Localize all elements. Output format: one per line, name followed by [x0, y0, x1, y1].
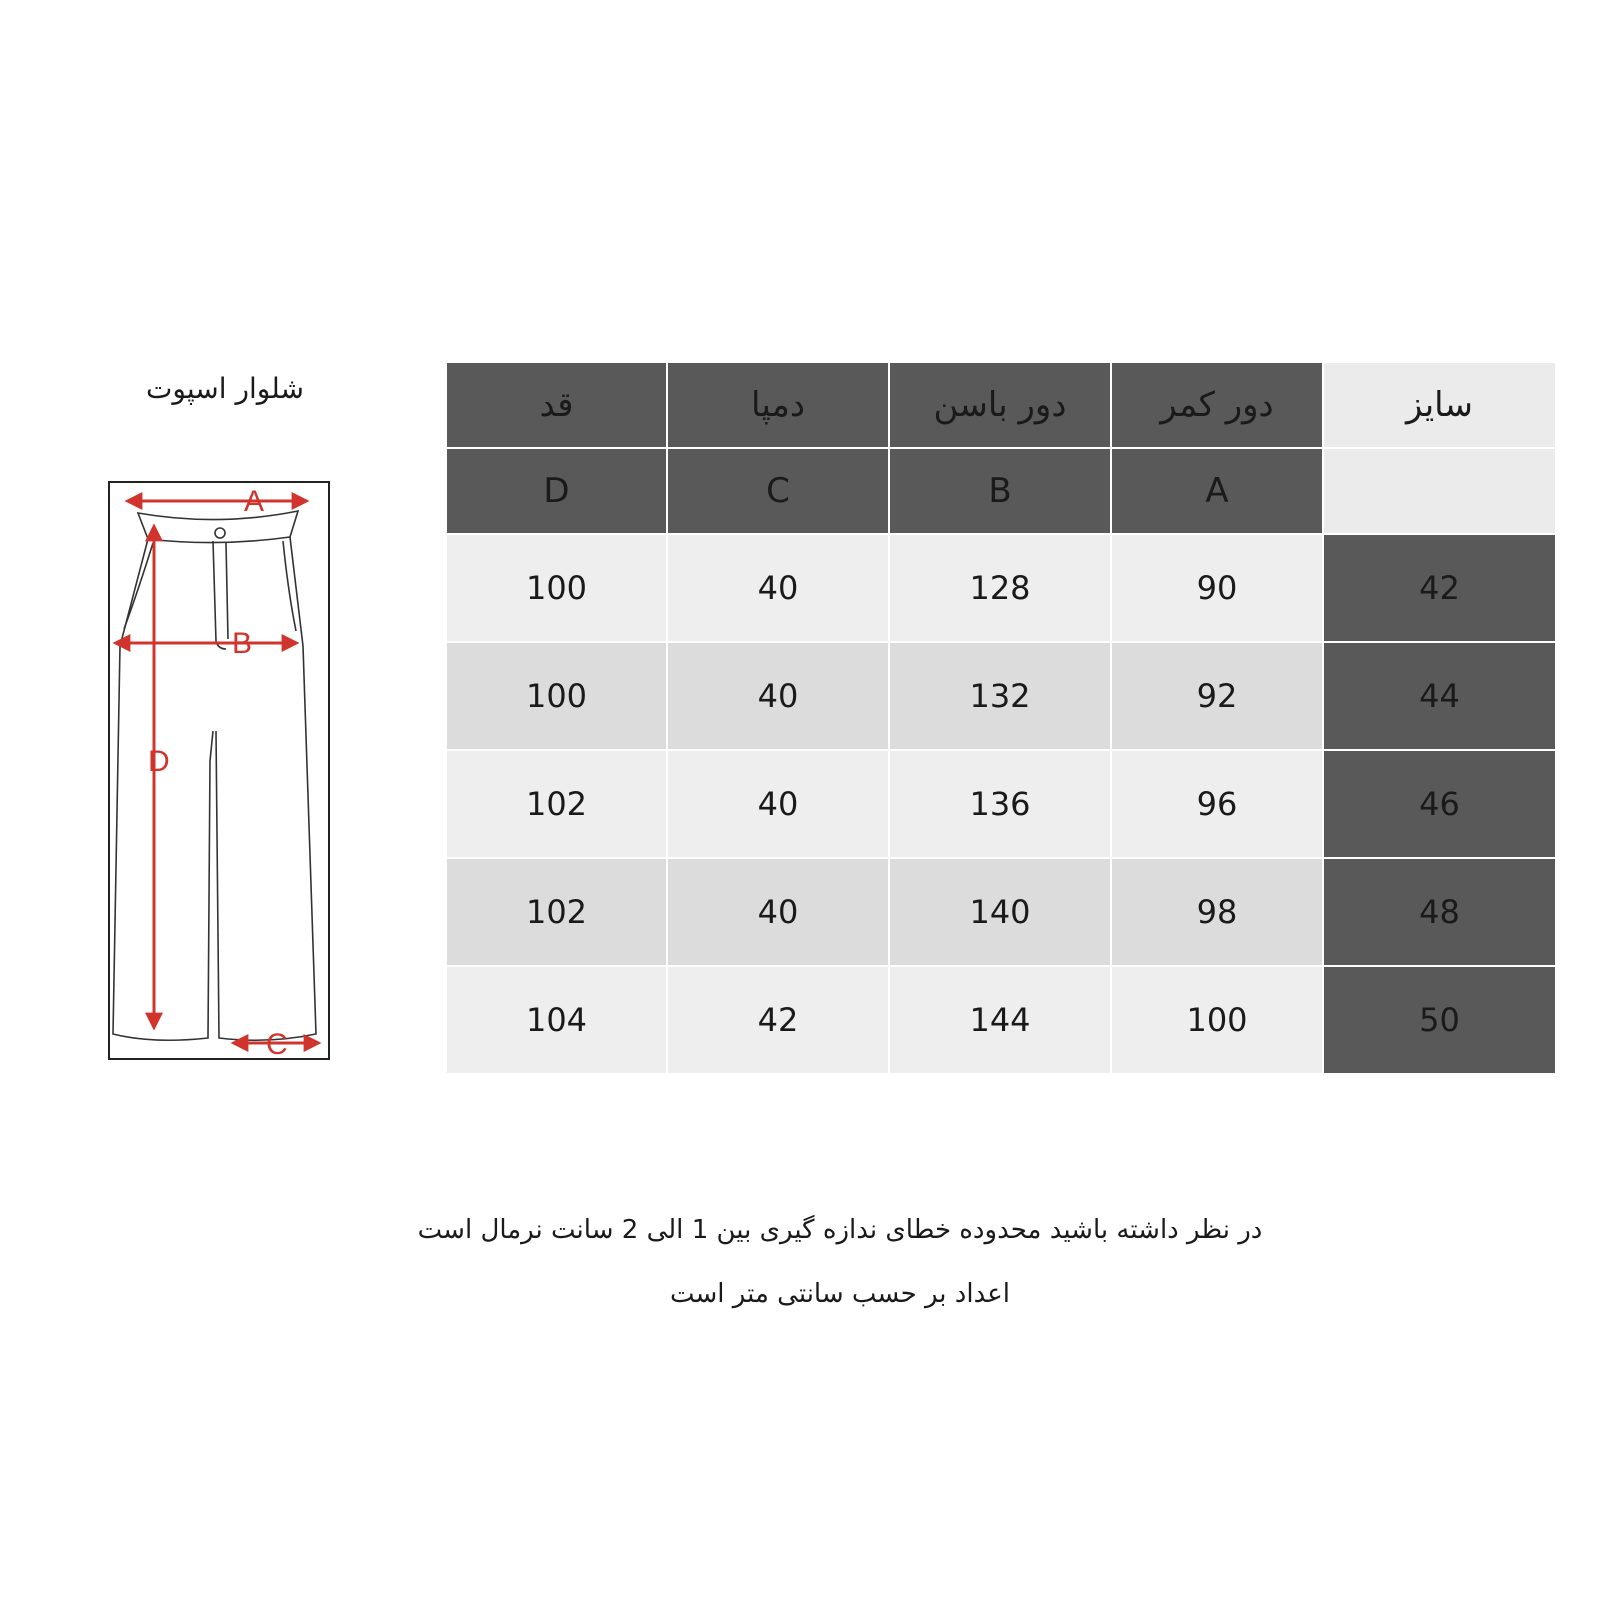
table-row: [446, 858, 1556, 966]
header-hem: دمپا: [667, 362, 889, 448]
cell-length: 102: [446, 858, 667, 966]
cell-hip: 144: [889, 966, 1111, 1074]
cell-hip: 128: [889, 534, 1111, 642]
cell-waist: 92: [1111, 642, 1323, 750]
cell-hip: 132: [889, 642, 1111, 750]
cell-length: 104: [446, 966, 667, 1074]
cell-hip: 136: [889, 750, 1111, 858]
cell-length: 102: [446, 750, 667, 858]
pants-measurement-diagram: [108, 481, 330, 1060]
cell-hem: 42: [667, 966, 889, 1074]
cell-waist: 96: [1111, 750, 1323, 858]
label-c: C: [266, 1028, 288, 1060]
cell-size: 46: [1323, 750, 1556, 858]
cell-size: 50: [1323, 966, 1556, 1074]
header-waist: دور کمر: [1111, 362, 1323, 448]
cell-size: 42: [1323, 534, 1556, 642]
table-row: [446, 642, 1556, 750]
note-units: اعداد بر حسب سانتی متر است: [669, 1279, 1010, 1309]
cell-waist: 90: [1111, 534, 1323, 642]
letter-hip: B: [889, 448, 1111, 534]
header-size: سایز: [1323, 362, 1556, 448]
header-length: قد: [446, 362, 667, 448]
header-row-names: [446, 362, 1556, 448]
cell-hem: 40: [667, 858, 889, 966]
label-b: B: [232, 627, 253, 660]
note-tolerance: در نظر داشته باشید محدوده خطای ندازه گیری بین 1 الی 2 سانت نرمال است: [417, 1215, 1263, 1245]
notes: [380, 1205, 1300, 1333]
cell-length: 100: [446, 534, 667, 642]
letter-length: D: [446, 448, 667, 534]
cell-length: 100: [446, 642, 667, 750]
cell-hem: 40: [667, 750, 889, 858]
header-row-letters: [446, 448, 1556, 534]
cell-size: 48: [1323, 858, 1556, 966]
size-chart-table: [445, 361, 1557, 1075]
table-row: [446, 966, 1556, 1074]
product-title: شلوار اسپوت: [146, 372, 304, 405]
cell-waist: 100: [1111, 966, 1323, 1074]
cell-waist: 98: [1111, 858, 1323, 966]
cell-hem: 40: [667, 642, 889, 750]
table-row: [446, 534, 1556, 642]
label-a: A: [244, 485, 265, 518]
cell-size: 44: [1323, 642, 1556, 750]
table-row: [446, 750, 1556, 858]
letter-size-empty: [1323, 448, 1556, 534]
label-d: D: [148, 745, 170, 778]
cell-hip: 140: [889, 858, 1111, 966]
header-hip: دور باسن: [889, 362, 1111, 448]
pants-outline-icon: [113, 511, 316, 1040]
letter-waist: A: [1111, 448, 1323, 534]
letter-hem: C: [667, 448, 889, 534]
cell-hem: 40: [667, 534, 889, 642]
